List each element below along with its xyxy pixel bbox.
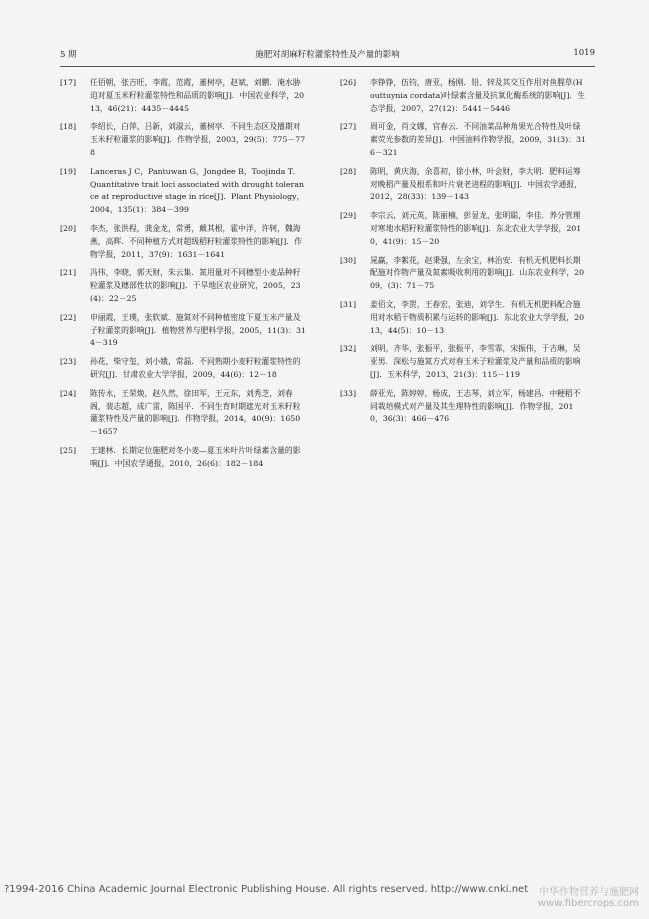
reference-number: [27] bbox=[340, 122, 357, 132]
reference-text: 陈明，黄庆海，余喜初，徐小林，叶会财，李大明．肥料运筹对晚稻产量及根系和叶片衰老进程的影响[J]．中国农学通报，2012，28(33)：139－143 bbox=[370, 166, 582, 202]
reference-item bbox=[60, 388, 306, 439]
reference-item bbox=[340, 121, 586, 159]
reference-number: [23] bbox=[60, 357, 77, 367]
reference-item bbox=[340, 388, 586, 426]
reference-text: 陈传永，王荣焕，赵久然，徐田军，王元东，刘秀芝，刘春阁，裴志超，成广雷，陈国平．不同生育时期遮光对玉米籽粒灌浆特性及产量的影响[J]．作物学报，2014，40(9)：1650－1657 bbox=[90, 388, 301, 437]
reference-item bbox=[340, 210, 586, 248]
reference-number: [18] bbox=[60, 122, 77, 132]
reference-text: 孙花，柴守玺，刘小娥，常磊．不同熟期小麦籽粒灌浆特性的研究[J]．甘肃农业大学学报，2009，44(6)：12－18 bbox=[90, 357, 301, 379]
reference-item bbox=[60, 121, 306, 159]
reference-text: 王建林．长期定位施肥对冬小麦—夏玉米叶片叶绿素含量的影响[J]．中国农学通报，2010，26(6)：182－184 bbox=[90, 445, 301, 468]
reference-item bbox=[340, 255, 586, 293]
page-number: 1019 bbox=[573, 48, 595, 58]
reference-item bbox=[60, 166, 306, 217]
reference-text: 刘明，齐华，张振平，张振平，李雪霏，宋振伟，于吉琳，吴亚男．深松与施氮方式对春玉米子粒灌浆及产量和品质的影响[J]．玉米科学，2013，21(3)：115－119 bbox=[370, 344, 581, 379]
reference-number: [31] bbox=[340, 299, 357, 309]
running-header bbox=[60, 48, 595, 62]
reference-item bbox=[340, 299, 586, 337]
reference-number: [30] bbox=[340, 255, 357, 265]
reference-number: [25] bbox=[60, 445, 77, 455]
reference-text: 李绍长，白萍，吕新，刘淑云，董树亭．不同生态区及播期对玉米籽粒灌浆的影响[J]．作物学报，2003，29(5)：775－778 bbox=[90, 122, 306, 157]
watermark-title: 中华作物营养与施肥网 bbox=[539, 887, 639, 898]
reference-number: [17] bbox=[60, 78, 77, 87]
references-right-column bbox=[340, 77, 586, 432]
reference-number: [20] bbox=[60, 223, 77, 233]
reference-number: [24] bbox=[60, 388, 77, 398]
reference-item bbox=[60, 312, 306, 350]
copyright-notice: ?1994-2016 China Academic Journal Electronic Publishing House. All rights reserved. http://www.cnki.net bbox=[4, 884, 529, 895]
reference-text: 申丽霞，王璞，张软斌．施氮对不同种植密度下夏玉米产量及子粒灌浆的影响[J]．植物营养与肥料学报，2005，11(3)：314－319 bbox=[90, 312, 306, 348]
page-footer bbox=[0, 878, 649, 919]
reference-number: [29] bbox=[340, 211, 357, 221]
reference-item bbox=[60, 77, 306, 115]
reference-number: [32] bbox=[340, 344, 357, 354]
reference-text: 任佰朝，张吉旺，李霞，范霞，董树亭，赵斌，刘鹏．淹水胁迫对夏玉米籽粒灌浆特性和品质的影响[J]．中国农业科学，2013，46(21)：4435－4445 bbox=[90, 78, 305, 113]
reference-item bbox=[60, 223, 306, 261]
reference-text: 冯伟，李晓，郭天财，朱云集．氮用量对不同穗型小麦品种籽粒灌浆及穗部性状的影响[J]．干旱地区农业研究，2005，23(4)：22－25 bbox=[90, 268, 301, 303]
reference-text: 李杰，张洪程，龚金龙，常勇，戴其根，霍中洋，许轲，魏海燕，高辉．不同种植方式对超级稻籽粒灌浆特性的影响[J]．作物学报，2011，37(9)：1631－1641 bbox=[90, 223, 302, 259]
reference-number: [21] bbox=[60, 268, 77, 278]
reference-number: [26] bbox=[340, 78, 357, 87]
reference-item bbox=[340, 77, 586, 115]
watermark-url: www.fibercrops.com bbox=[537, 898, 639, 909]
reference-number: [33] bbox=[340, 388, 357, 398]
reference-text: 姜佰文，李贺，王春宏，张迪，刘学生．有机无机肥料配合施用对水稻干物质积累与运转的影响[J]．东北农业大学学报，2013，44(5)：10－13 bbox=[370, 299, 585, 335]
reference-number: [19] bbox=[60, 166, 77, 176]
reference-text: 李铮铮，伍钧，唐亚，杨刚．铅、锌及其交互作用对鱼腥草(Houttuynia cordata)叶绿素含量及抗氧化酶系统的影响[J]．生态学报，2007，27(12)：5441－5446 bbox=[370, 78, 586, 113]
header-rule bbox=[60, 66, 595, 67]
references-left-column bbox=[60, 77, 306, 477]
reference-text: 薛亚光，陈婷婷，杨成，王志琴，刘立军，杨建昌．中粳稻不同栽培模式对产量及其生理特性的影响[J]．作物学报，2010，36(3)：466－476 bbox=[370, 388, 581, 424]
reference-item bbox=[60, 267, 306, 305]
running-title: 施肥对胡麻籽粒灌浆特性及产量的影响 bbox=[255, 50, 400, 60]
reference-number: [28] bbox=[340, 166, 357, 176]
reference-text: 周可金，肖文娜，官春云．不同油菜品种角果光合特性及叶绿素荧光参数的差异[J]．中国油料作物学报，2009，31(3)：316－321 bbox=[370, 122, 586, 157]
reference-item bbox=[60, 356, 306, 382]
reference-number: [22] bbox=[60, 312, 77, 322]
reference-text: 晁赢，李絮花，赵秉强，左余宝，林治安．有机无机肥料长期配施对作物产量及氮素吸收利用的影响[J]．山东农业科学，2009，(3)：71－75 bbox=[370, 255, 585, 291]
reference-text: 李宗云，刘元英，陈丽楠，彭显龙，张明聪，李佳．养分管理对寒地水稻籽粒灌浆特性的影响[J]．东北农业大学学报，2010，41(9)：15－20 bbox=[370, 211, 582, 246]
site-watermark bbox=[538, 883, 639, 909]
issue-number: 5 期 bbox=[60, 50, 77, 60]
reference-item bbox=[340, 343, 586, 381]
reference-item bbox=[340, 166, 586, 204]
reference-text: Lanceras J C，Pantuwan G，Jongdee B，Toojinda T．Quantitative trait loci associated with drought tolerance at reproductive stage in rice[J]．Plant Physiology，2004，135(1)：384－399 bbox=[90, 166, 305, 215]
reference-item bbox=[60, 445, 306, 471]
